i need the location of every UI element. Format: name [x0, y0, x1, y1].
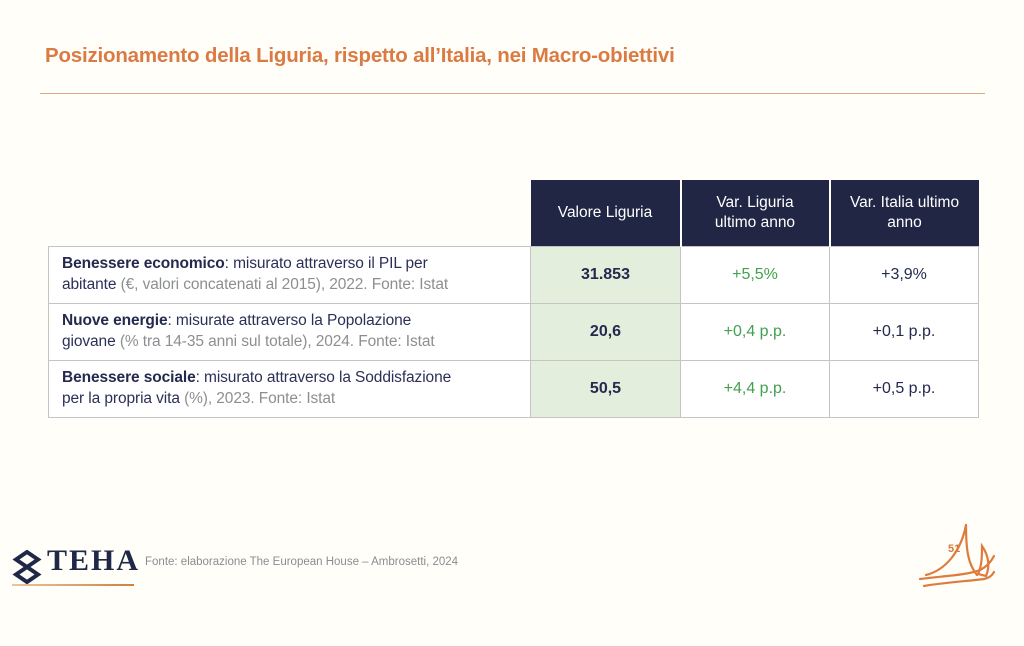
sailboat-icon: [916, 518, 1002, 599]
metric-description: : misurate attraverso la Popolazione: [167, 311, 412, 329]
metric-source: (% tra 14-35 anni sul totale), 2024. Fonte: Istat: [119, 332, 435, 350]
metric-description: : misurato attraverso il PIL per: [224, 254, 428, 272]
var-italia-cell: +0,5 p.p.: [830, 360, 979, 417]
row-label: [49, 303, 531, 360]
source-note: Fonte: elaborazione The European House – Ambrosetti, 2024: [145, 556, 459, 568]
var-liguria-cell: +5,5%: [681, 246, 830, 303]
metric-source: (€, valori concatenati al 2015), 2022. Fonte: Istat: [120, 275, 449, 293]
table-row-benessere-economico: [49, 246, 979, 303]
table-row-nuove-energie: [49, 303, 979, 360]
metric-name: Nuove energie: [62, 311, 168, 329]
row-label: [49, 360, 531, 417]
teha-logo-underline: [12, 584, 134, 586]
valore-liguria-cell: 31.853: [531, 246, 681, 303]
valore-liguria-cell: 20,6: [531, 303, 681, 360]
table-row-benessere-sociale: [49, 360, 979, 417]
teha-logo-text: TEHA: [47, 544, 141, 577]
table-header-var-italia: Var. Italia ultimo anno: [830, 180, 979, 246]
macro-objectives-table: [48, 180, 979, 418]
var-liguria-cell: +4,4 p.p.: [681, 360, 830, 417]
row-label: [49, 246, 531, 303]
page-number: 51: [948, 543, 961, 555]
metric-description-cont: giovane: [62, 332, 120, 350]
metric-description: : misurato attraverso la Soddisfazione: [195, 368, 452, 386]
var-italia-cell: +3,9%: [830, 246, 979, 303]
metric-source: (%), 2023. Fonte: Istat: [184, 389, 336, 407]
table-header-valore-liguria: Valore Liguria: [531, 180, 681, 246]
table-header-var-liguria: Var. Liguria ultimo anno: [681, 180, 830, 246]
title-divider: [40, 93, 985, 94]
page-title: Posizionamento della Liguria, rispetto all’Italia, nei Macro-obiettivi: [45, 44, 675, 67]
metric-description-cont: abitante: [62, 275, 121, 293]
table-header-empty-cell: [49, 180, 531, 246]
metric-name: Benessere sociale: [62, 368, 196, 386]
metric-name: Benessere economico: [62, 254, 225, 272]
var-italia-cell: +0,1 p.p.: [830, 303, 979, 360]
var-liguria-cell: +0,4 p.p.: [681, 303, 830, 360]
metric-description-cont: per la propria vita: [62, 389, 185, 407]
valore-liguria-cell: 50,5: [531, 360, 681, 417]
table-header-row: [49, 180, 979, 246]
